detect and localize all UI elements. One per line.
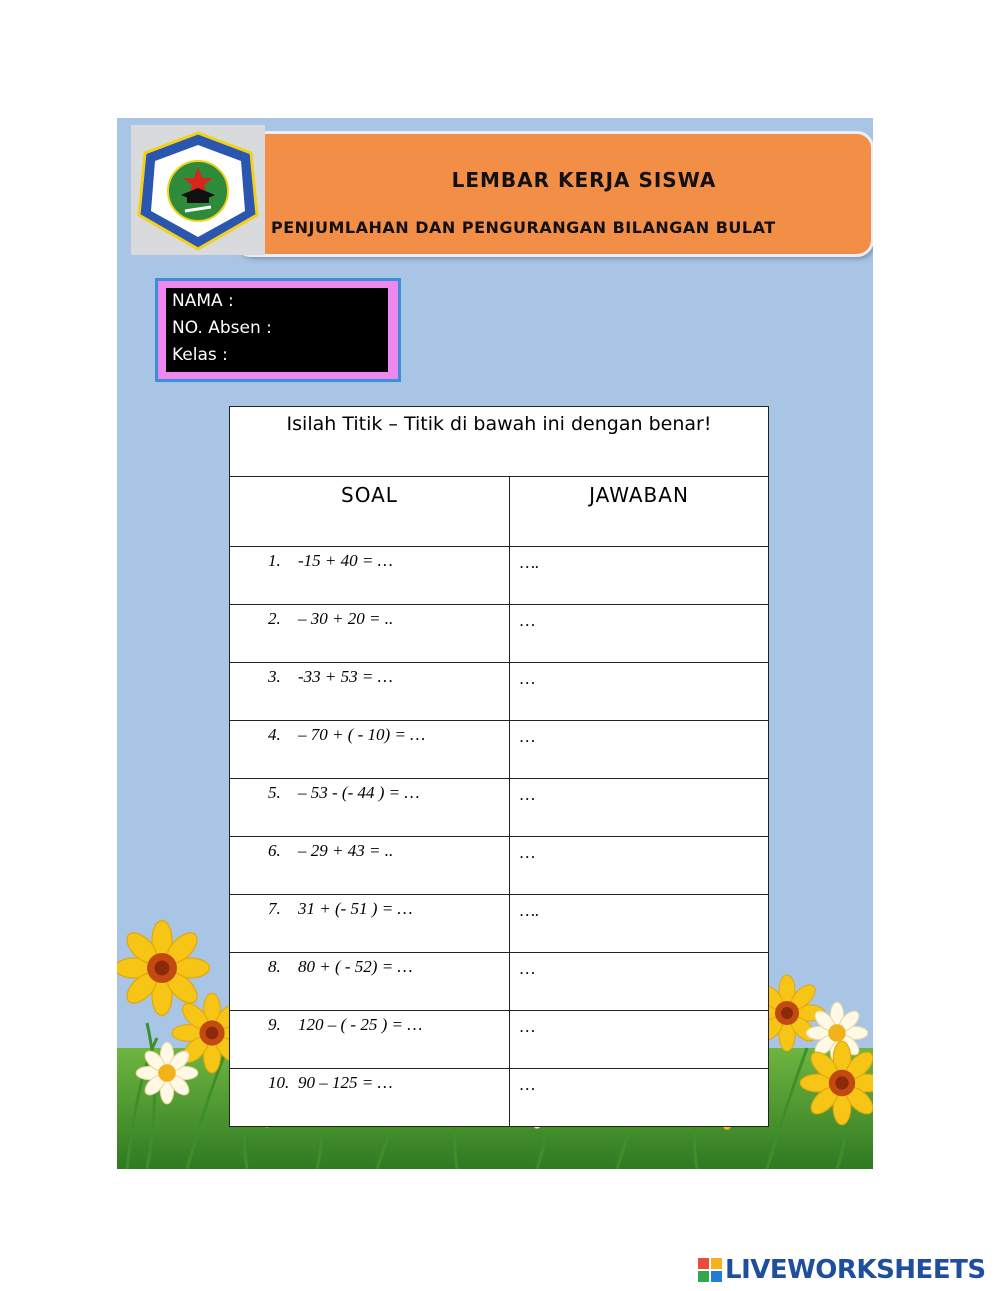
question-number: 9.	[268, 1015, 281, 1034]
table-row	[230, 1011, 769, 1069]
student-identity-fields	[166, 288, 388, 372]
school-logo	[131, 125, 265, 255]
instruction-text: Isilah Titik – Titik di bawah ini dengan benar!	[230, 407, 769, 477]
table-row	[230, 663, 769, 721]
table-row	[230, 895, 769, 953]
question-number: 3.	[268, 667, 281, 686]
table-row	[230, 953, 769, 1011]
question-number: 2.	[268, 609, 281, 628]
table-row	[230, 1069, 769, 1127]
student-number-label: NO. Absen :	[172, 318, 272, 338]
question-cell	[230, 953, 510, 1011]
header-banner	[237, 134, 871, 254]
answer-field[interactable]: …	[510, 953, 769, 1011]
instruction-row	[230, 407, 769, 477]
question-text: -15 + 40 = …	[298, 551, 393, 570]
question-number: 8.	[268, 957, 281, 976]
name-label: NAMA :	[172, 291, 234, 311]
table-row	[230, 721, 769, 779]
class-label: Kelas :	[172, 345, 228, 365]
question-number: 7.	[268, 899, 281, 918]
question-cell	[230, 605, 510, 663]
worksheet-table	[229, 406, 769, 1127]
question-cell	[230, 547, 510, 605]
table-header-row	[230, 477, 769, 547]
table-row	[230, 605, 769, 663]
question-cell	[230, 1069, 510, 1127]
liveworksheets-wordmark: LIVEWORKSHEETS	[725, 1255, 986, 1285]
answer-field[interactable]: …	[510, 663, 769, 721]
table-row	[230, 837, 769, 895]
question-number: 4.	[268, 725, 281, 744]
table-row	[230, 547, 769, 605]
worksheet-page	[117, 118, 873, 1169]
liveworksheets-brand[interactable]	[698, 1255, 986, 1285]
question-number: 6.	[268, 841, 281, 860]
question-text: 120 – ( - 25 ) = …	[298, 1015, 423, 1034]
question-text: 80 + ( - 52) = …	[298, 957, 413, 976]
question-text: -33 + 53 = …	[298, 667, 393, 686]
question-text: 90 – 125 = …	[298, 1073, 393, 1092]
question-text: 31 + (- 51 ) = …	[298, 899, 413, 918]
answer-field[interactable]: …	[510, 605, 769, 663]
answer-field[interactable]: ….	[510, 895, 769, 953]
answer-field[interactable]: …	[510, 779, 769, 837]
answer-field[interactable]: …	[510, 837, 769, 895]
column-header-question: SOAL	[230, 477, 510, 547]
question-cell	[230, 895, 510, 953]
answer-field[interactable]: ….	[510, 547, 769, 605]
question-text: – 29 + 43 = ..	[298, 841, 394, 860]
question-cell	[230, 663, 510, 721]
question-cell	[230, 779, 510, 837]
question-cell	[230, 837, 510, 895]
question-text: – 53 - (- 44 ) = …	[298, 783, 420, 802]
worksheet-title: LEMBAR KERJA SISWA	[451, 168, 717, 192]
question-number: 1.	[268, 551, 281, 570]
question-text: – 70 + ( - 10) = …	[298, 725, 426, 744]
student-identity-box	[155, 278, 401, 382]
question-number: 5.	[268, 783, 281, 802]
column-header-answer: JAWABAN	[510, 477, 769, 547]
worksheet-subtitle: PENJUMLAHAN DAN PENGURANGAN BILANGAN BULAT	[271, 218, 776, 237]
question-text: – 30 + 20 = ..	[298, 609, 394, 628]
liveworksheets-logo-icon	[698, 1258, 722, 1282]
question-cell	[230, 1011, 510, 1069]
answer-field[interactable]: …	[510, 1011, 769, 1069]
answer-field[interactable]: …	[510, 1069, 769, 1127]
table-row	[230, 779, 769, 837]
answer-field[interactable]: …	[510, 721, 769, 779]
question-cell	[230, 721, 510, 779]
question-number: 10.	[268, 1073, 290, 1092]
